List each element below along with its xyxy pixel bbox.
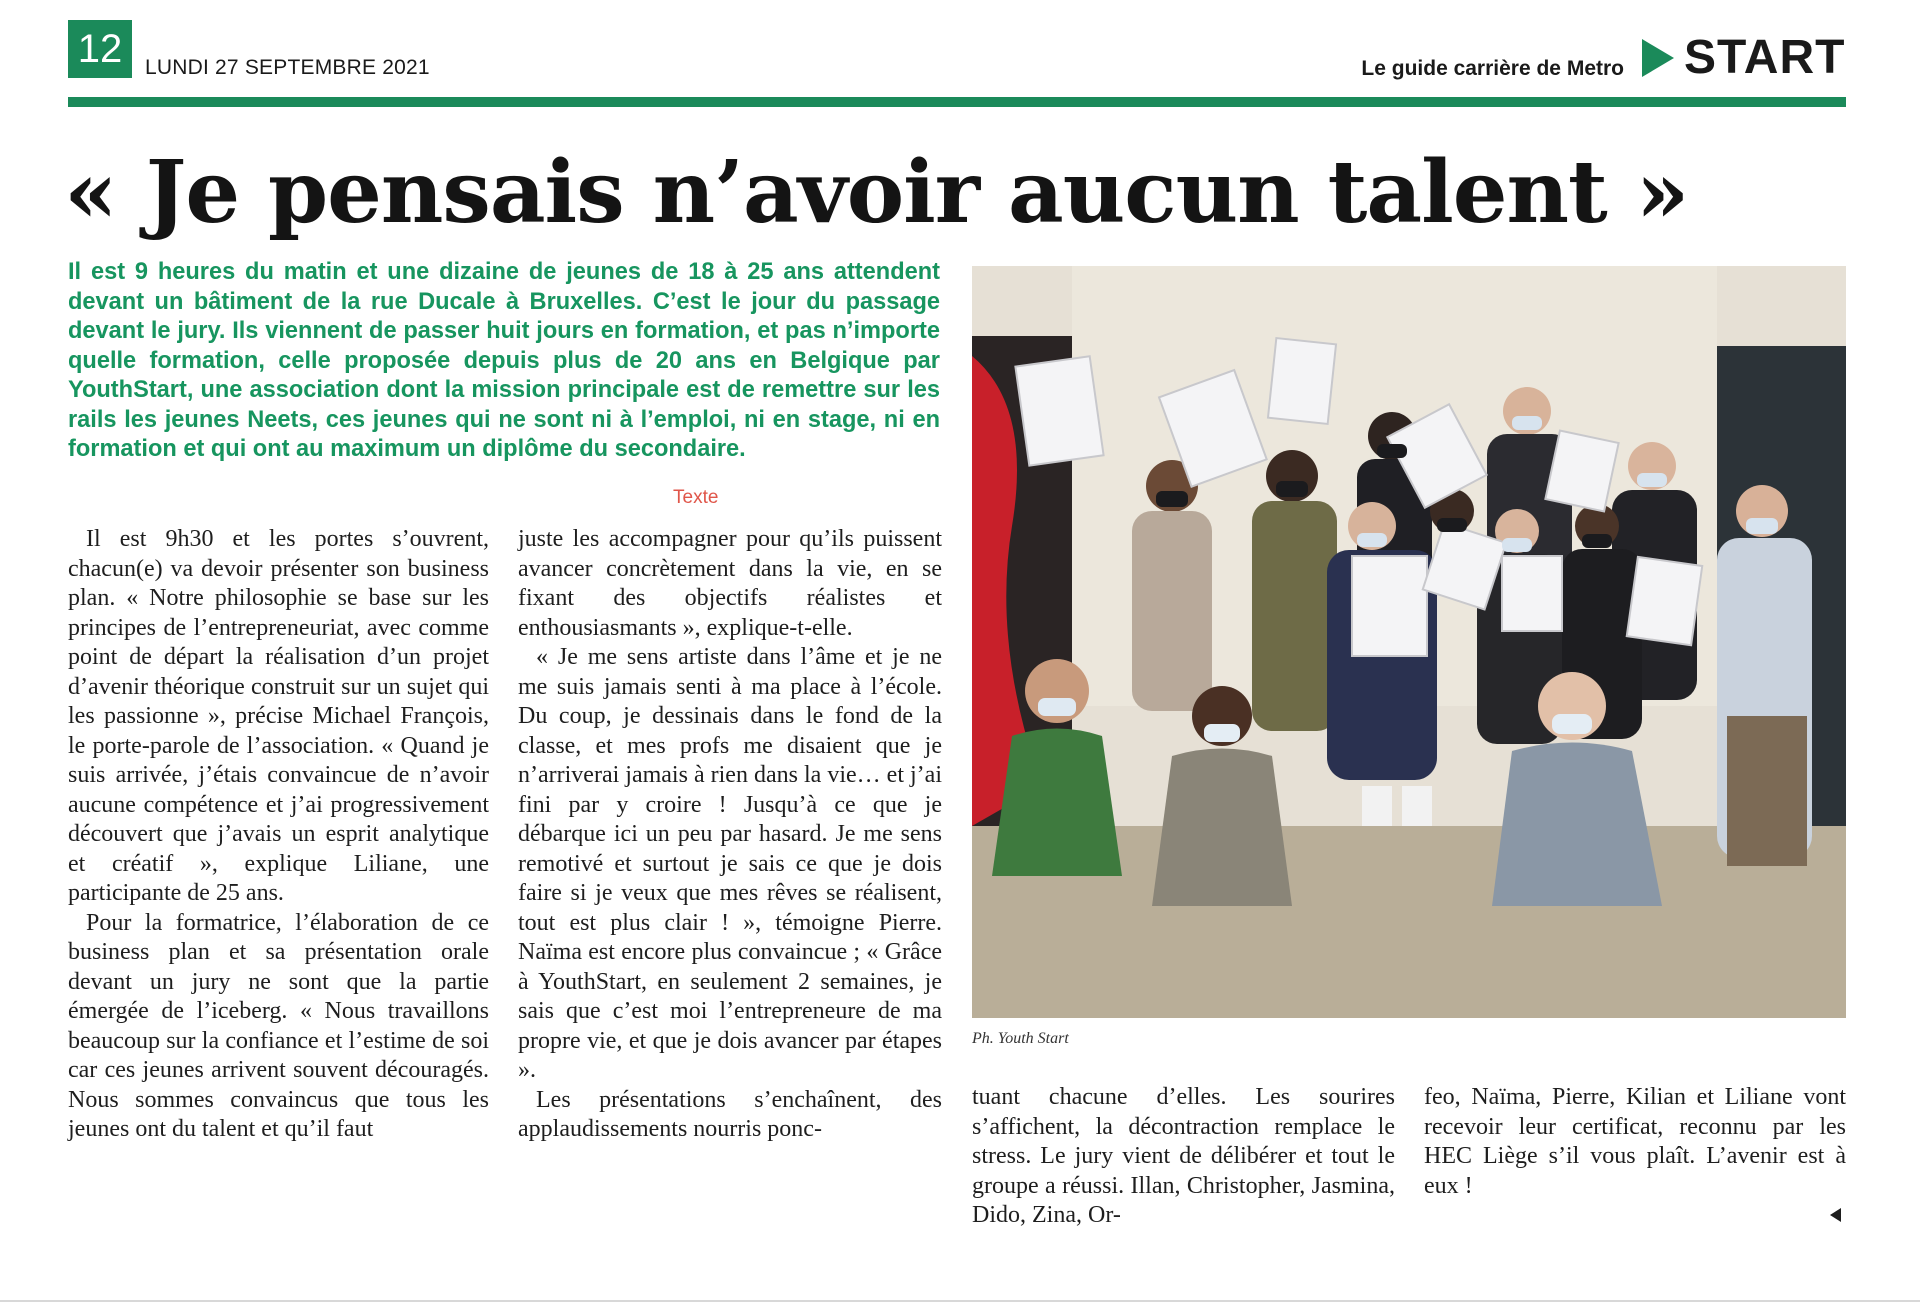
start-logo <box>1642 31 1846 84</box>
footer-rule <box>0 1300 1920 1302</box>
paragraph: Les présentations s’enchaînent, des applaudissements nourris ponc- <box>518 1086 942 1142</box>
page-number: 12 <box>68 20 132 78</box>
play-triangle-icon <box>1642 39 1674 77</box>
article-lead: Il est 9 heures du matin et une dizaine de jeunes de 18 à 25 ans attendent devant un bâtiment de la rue Ducale à Bruxelles. C’est le jour du passage devant le jury. Ils viennent de passer huit jours en formation, et pas n’importe quelle formation, celle proposée depuis plus de 20 ans en Belgique par YouthStart, une association dont la mission principale est de remettre sur les rails les jeunes Neets, ces jeunes qui ne sont ni à l’emploi, ni en stage, ni en formation et qui ont au maximum un diplôme du secondaire. <box>68 259 940 462</box>
group-photo-illustration <box>972 266 1846 1018</box>
body-column-4 <box>1424 1083 1846 1201</box>
paragraph: juste les accompagner pour qu’ils puissent avancer concrètement dans la vie, en se fixant des objectifs réalistes et enthousiasmants », explique-t-elle. <box>518 526 942 641</box>
body-column-1 <box>68 525 489 1145</box>
paragraph: « Je me sens artiste dans l’âme et je ne me suis jamais senti à ma place à l’école. Du coup, je dessinais dans le fond de la classe, et mes profs me disaient que je n’arriverai jamais à rien dans la vie… et j’ai fini par y croire ! Jusqu’à ce que je débarque ici un peu par hasard. Je me sens remotivé et surtout je sais ce que je dois faire si je veux que mes rêves se réalisent, tout est plus clair ! », témoigne Pierre. Naïma est encore plus convaincue ; « Grâce à YouthStart, en seulement 2 semaines, je sais que c’est moi l’entrepreneure de ma propre vie, et que je dois avancer par étapes ». <box>518 644 942 1083</box>
header-rule <box>68 97 1846 107</box>
group-photo <box>972 266 1846 1018</box>
body-column-3 <box>972 1083 1395 1231</box>
texte-label: Texte <box>673 487 719 508</box>
paragraph: Il est 9h30 et les portes s’ouvrent, chacun(e) va devoir présenter son business plan. « Notre philosophie se base sur les principes de l’entrepreneuriat, avec comme point de départ la réalisation d’un projet d’avenir théorique construit sur un sujet qui les passionne », précise Michael François, le porte-parole de l’association. « Quand je suis arrivée, j’étais convaincue de n’avoir aucune compétence et j’ai progressivement découvert que j’avais un esprit analytique et créatif », explique Liliane, une participante de 25 ans. <box>68 526 489 906</box>
paragraph: feo, Naïma, Pierre, Kilian et Liliane vont recevoir leur certificat, reconnu par les HEC Liège s’il vous plaît. L’avenir est à eux ! <box>1424 1084 1846 1199</box>
paragraph: Pour la formatrice, l’élaboration de ce business plan et sa présentation orale devant un jury ne sont que la partie émergée de l’iceberg. « Nous travaillons beaucoup sur la confiance et l’estime de soi car ces jeunes arrivent souvent découragés. Nous sommes convaincus que tous les jeunes ont du talent et qu’il faut <box>68 909 489 1142</box>
issue-date: LUNDI 27 SEPTEMBRE 2021 <box>145 56 430 79</box>
guide-label: Le guide carrière de Metro <box>1361 57 1624 80</box>
paragraph: tuant chacune d’elles. Les sourires s’affichent, la décontraction remplace le stress. Le jury vient de délibérer et tout le groupe a réussi. Illan, Christopher, Jasmina, Dido, Zina, Or- <box>972 1084 1395 1228</box>
article-title: « Je pensais n’avoir aucun talent » <box>64 142 1689 243</box>
section-name: START <box>1684 31 1846 84</box>
body-column-2 <box>518 525 942 1145</box>
photo-caption: Ph. Youth Start <box>972 1030 1069 1047</box>
end-of-article-icon <box>1830 1208 1841 1222</box>
